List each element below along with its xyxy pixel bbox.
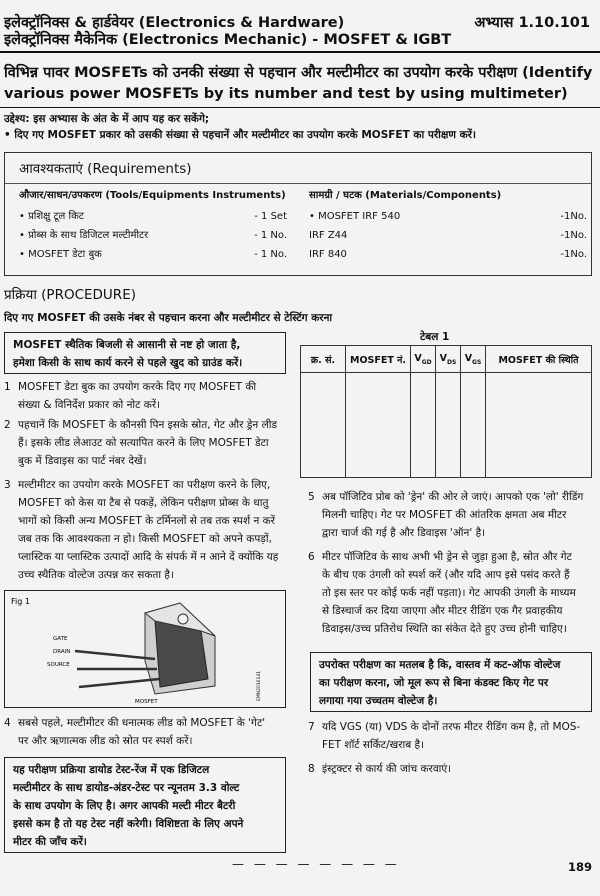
tool-item: • प्रशिक्षु टूल किट - 1 Set — [19, 211, 287, 222]
table-1 — [300, 345, 592, 478]
material-item: IRF Z44 -1No. — [309, 230, 587, 241]
material-item: • MOSFET IRF 540 -1No. — [309, 211, 587, 222]
col-status: MOSFET की स्थिति — [486, 346, 592, 373]
col-mosfet-no: MOSFET नं. — [346, 346, 411, 373]
step-8: 8 इंस्ट्रक्टर से कार्य की जांच करवाएं। — [308, 763, 452, 775]
procedure-title: प्रक्रिया (PROCEDURE) — [4, 287, 136, 303]
materials-heading: सामग्री / घटक (Materials/Components) — [309, 190, 502, 201]
tool-item: • MOSFET डेटा बुक - 1 No. — [19, 249, 287, 260]
requirements-divider — [5, 183, 591, 184]
header-rule — [0, 51, 600, 53]
step-6: 6 मीटर पॉजिटिव के साथ अभी भी ड्रेन से जुड़ा हुआ है, स्रोत और गेट के बीच एक उंगली को स्पर्श करें (और यदि आप इसे पसंद करते हैं तो इस स्तर पर कोई फर्क नहीं पड़ता)। गेट आपकी उंगली के माध्यम से डिस्चार्ज कर दिया जाएगा और मीटर रीडिंग एक गैर प्रवाहकीय डिवाइस/उच्च प्रतिरोध स्थिति का संकेत देते हुए उच्च होनी चाहिए। — [308, 551, 576, 635]
warning-line: MOSFET स्थैतिक बिजली से आसानी से नष्ट हो जाता है, — [13, 339, 241, 351]
figure-caption: MOSFET — [135, 699, 158, 705]
material-item: IRF 840 -1No. — [309, 249, 587, 260]
objective-item: • दिए गए MOSFET प्रकार को उसकी संख्या से पहचानें और मल्टीमीटर का उपयोग करके MOSFET का परीक्षण करें। — [4, 129, 476, 141]
figure-1 — [4, 590, 286, 708]
table-row — [301, 373, 592, 478]
step-7: 7 यदि VGS (या) VDS के दोनों तरफ मीटर रीडिंग कम है, तो MOS- FET शॉर्ट सर्किट/खराब है। — [308, 721, 581, 751]
tool-item: • प्रोब्स के साथ डिजिटल मल्टीमीटर - 1 No. — [19, 230, 287, 241]
page-number: 189 — [567, 860, 592, 874]
objective-heading: उद्देश्य: इस अभ्यास के अंत के में आप यह कर सकेंगे; — [4, 113, 210, 125]
static-warning-box — [4, 332, 286, 374]
mosfet-illustration — [5, 591, 285, 706]
title-rule — [0, 107, 600, 108]
table-cell — [486, 373, 592, 478]
table-cell — [461, 373, 486, 478]
source-label: SOURCE — [47, 662, 70, 668]
table-cell — [301, 373, 346, 478]
table-caption: टेबल 1 — [420, 331, 450, 343]
table-header-row — [301, 346, 592, 373]
table-cell — [411, 373, 436, 478]
requirements-box — [4, 152, 592, 276]
drain-label: DRAIN — [53, 649, 71, 655]
exercise-title: विभिन्न पावर MOSFETs को उनकी संख्या से पहचान और मल्टीमीटर का उपयोग करके परीक्षण (Identify various power MOSFETs by its number and test by using multimeter) — [4, 65, 593, 102]
exercise-number: अभ्यास 1.10.101 — [474, 15, 590, 31]
table-cell — [346, 373, 411, 478]
warning-line: हमेशा किसी के साथ कार्य करने से पहले खुद को ग्राउंड करें। — [13, 357, 243, 369]
header-line-1: इलेक्ट्रॉनिक्स & हार्डवेयर (Electronics & Hardware) — [4, 15, 345, 31]
step-2: 2 पहचानें कि MOSFET के कौनसी पिन इसके स्रोत, गेट और ड्रेन लीड हैं। इसके लीड लेआउट को सत्यापित करने के लिए MOSFET डेटा बुक में डिवाइस का पार्ट नंबर देखें। — [4, 419, 278, 467]
procedure-subtitle: दिए गए MOSFET की उसके नंबर से पहचान करना और मल्टीमीटर से टेस्टिंग करना — [4, 312, 333, 324]
header-line-2: इलेक्ट्रॉनिक्स मैकेनिक (Electronics Mechanic) - MOSFET & IGBT — [4, 32, 452, 48]
tools-column — [19, 187, 287, 264]
materials-column — [309, 187, 587, 264]
test-meaning-note: उपरोक्त परीक्षण का मतलब है कि, वास्तव में कट-ऑफ वोल्टेज का परीक्षण करना, जो मूल रूप से बिना कंडक्ट किए गेट पर लगाया गया उच्चतम वोल्टेज है। — [310, 652, 592, 712]
step-3: 3 मल्टीमीटर का उपयोग करके MOSFET का परीक्षण करने के लिए, MOSFET को केस या टैब से पकड़ें, लेकिन परीक्षण प्रोब्स के धातु भागों को किसी अन्य MOSFET के टर्मिनलों से तब तक स्पर्श न करें जब तक कि आवश्यकता न हो। किसी MOSFET को अपने कपड़ों, प्लास्टिक या प्लास्टिक उत्पादों आदि के संपर्क में न आने दें क्योंकि यह उच्च स्थैतिक वोल्टेज उत्पन्न कर सकता है। — [4, 479, 279, 581]
figure-label: Fig 1 — [11, 597, 30, 606]
tools-heading: औजार/साधन/उपकरण (Tools/Equipments Instruments) — [19, 190, 286, 201]
step-4: 4 सबसे पहले, मल्टीमीटर की धनात्मक लीड को MOSFET के 'गेट' पर और ऋणात्मक लीड को स्रोत पर स्पर्श करें। — [4, 717, 266, 747]
requirements-title: आवश्यकताएं (Requirements) — [19, 161, 192, 177]
col-serial: क्र. सं. — [301, 346, 346, 373]
footer-dashes: — — — — — — — — — [232, 857, 400, 871]
col-vds: $V_{DS}$ — [436, 346, 461, 373]
col-vgs: $V_{GS}$ — [461, 346, 486, 373]
diode-test-note: यह परीक्षण प्रक्रिया डायोड टेस्ट-रेंज में एक डिजिटल मल्टीमीटर के साथ डायोड-अंडर-टेस्ट पर न्यूनतम 3.3 वोल्ट के साथ उपयोग के लिए है। अगर आपकी मल्टी मीटर बैटरी इससे कम है तो यह टेस्ट नहीं करेगी। विशिष्टता के लिए अपने मीटर की जाँच करें। — [4, 757, 286, 853]
col-vgd: $V_{GD}$ — [411, 346, 436, 373]
step-1: 1 MOSFET डेटा बुक का उपयोग करके दिए गए MOSFET की संख्या & विनिर्देश प्रकार को नोट करें। — [4, 381, 257, 411]
table-cell — [436, 373, 461, 478]
gate-label: GATE — [53, 636, 68, 642]
step-5: 5 अब पॉजिटिव प्रोब को 'ड्रेन' की ओर ले जाएं। आपको एक 'लो' रीडिंग मिलनी चाहिए। गेट पर MOSFET की आंतरिक क्षमता अब मीटर द्वारा चार्ज की गई है और डिवाइस 'ऑन' है। — [308, 491, 584, 539]
figure-code: EMN2010141 — [257, 670, 262, 701]
